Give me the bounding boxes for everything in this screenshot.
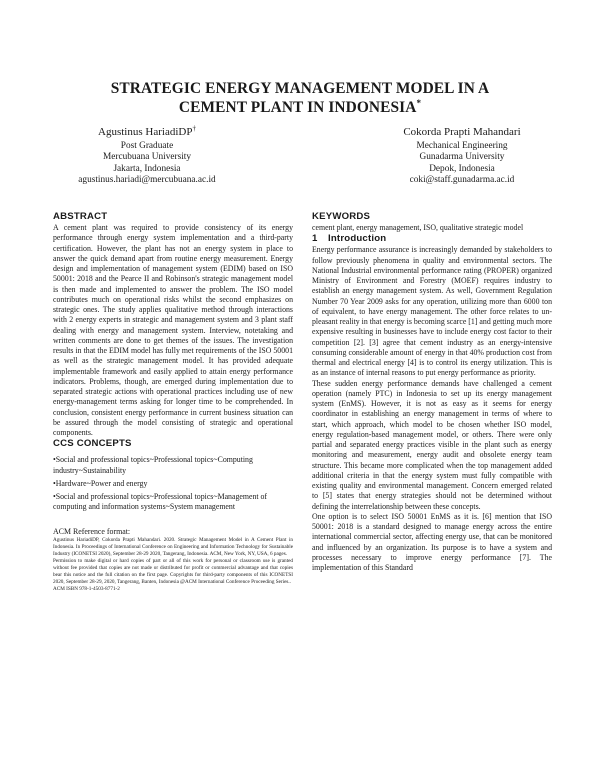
ccs-heading: CCS CONCEPTS: [53, 438, 132, 450]
ccs-item: •Social and professional topics~Professional topics~Computing industry~Sustainability: [53, 455, 253, 475]
acm-reference-heading: ACM Reference format:: [53, 526, 131, 536]
author-name-text: Agustinus HariadiDP: [98, 126, 193, 138]
title-line-2: [60, 98, 540, 117]
author-email[interactable]: agustinus.hariadi@mercubuana.ac.id: [78, 175, 216, 186]
ccs-list: [53, 455, 293, 512]
paper-title: [60, 79, 540, 117]
author-affiliation-dept: Mechanical Engineering: [416, 141, 508, 151]
author-name: [52, 125, 242, 139]
section-number: 1: [312, 233, 318, 245]
introduction-paragraph-3: One option is to select ISO 50001 EnMS as it is. [6] mention that ISO 50001: 2018 is a standard designed to manage energy across the entire international commercial sector, affecting energy use, that can be monitored and influenced by an organization. Its purpose is to have a system and processes necessary to improve energy performance [7]. The implementation of this Standard: [312, 511, 552, 572]
author-email[interactable]: coki@staff.gunadarma.ac.id: [409, 175, 515, 186]
left-column: [53, 211, 293, 593]
abstract-heading: ABSTRACT: [53, 211, 108, 222]
author-affiliation-location: Depok, Indonesia: [429, 163, 495, 174]
introduction-paragraph-1: Energy performance assurance is increasingly demanded by stakeholders to follow previously phenomena in quality and environmental sectors. The National Industrial environmental performance rating (PROPER) organized Ministry of Environment and Forestry (MOEF) requires industry to establish an energy management system. As well, Government Regulation Number 70 Year 2009 asks for any operation, utilizing more than 6000 ton of equivalent, to have energy management. The other force relates to un-pleasant reality in that energy is becoming scarce [1] and getting much more expensive resulting in businesses have to include energy cost factor to their competition [2]. [3] agree that cement industry as an energy-intensive consuming considerable amount of energy in that 40% production cost from thermal and electrical energy [4] is to control its energy utilization. This is as an instance of internal reasons to put energy performance as priority.: [312, 245, 552, 378]
ccs-item: •Social and professional topics~Professional topics~Management of computing and information systems~System management: [53, 492, 268, 512]
keywords-heading: KEYWORDS: [312, 211, 371, 222]
title-footnote-mark: *: [416, 97, 422, 108]
permissions-notice: Permission to make digital or hard copies of part or all of this work for personal or classroom use is granted without fee provided that copies are not made or distributed for profit or commercial advantage and that copies bear this notice and the full citation on the first page. Copyrights for third-party components of this ICONETSI 2020, September 28-29, 2020, Tangerang, Banten, Indonesia @ACM International Conference Proceeding Series..: [53, 557, 293, 586]
abstract-text: A cement plant was required to provide consistency of its energy performance through energy system implementation and a third-party certification. However, the plant has not an energy system in place to answer the quick demand apart from routine energy measurement. Energy design and implementation of management system (EDIM) based on ISO 50001: 2018 and the Pearce II and Robinson's strategic management model is then made and implemented to answer the problem. The ISO model contributes much on operational risks whilst the second emphasizes on strategic ones. The study applies qualitative method through interactions with 2 energy experts in strategic and management system and 3 plant staff dealing with energy and management system. Interview, notetaking and written comments are done to get themes of the issues. The investigation results in that the EDIM model has fully met requirements of the ISO 50001 as well as the strategic management model. It has provided adequate implementable framework and easily applied to attain energy performance indicators. Problems, though, are emerged during implementation due to separated strategic actions with operational practices including use of new energy-management terms asking for longer time to be comprehended. In conclusion, consistent energy performance in current business situation can be assured through the model consisting of strategic and operational components.: [53, 223, 293, 437]
author-affiliation-university: Gunadarma University: [419, 152, 505, 163]
keywords-text: cement plant, energy management, ISO, qualitative strategic model: [312, 223, 524, 232]
section-title: Introduction: [328, 233, 387, 245]
ccs-item: •Hardware~Power and energy: [53, 478, 148, 488]
acm-reference-text: Agustinus HariadiDP, Cokorda Prapti Mahandari. 2020. Strategic Management Model in A Cement Plant in Indonesia. In Proceedings of International Conference on Engineering and Information Technology for Sustainable Industry (ICONETSI 2020), September 28-29 2020, Tangerang, Indonesia. ACM, New York, NY, USA, 6 pages.: [53, 536, 293, 557]
section-heading-introduction: [312, 233, 552, 245]
isbn: ACM ISBN 978-1-4503-8771-2: [53, 586, 120, 593]
author-affiliation-dept: Post Graduate: [120, 141, 174, 151]
title-line-2-text: CEMENT PLANT IN INDONESIA: [178, 99, 417, 116]
right-column: [312, 211, 552, 573]
author-name-text: Cokorda Prapti Mahandari: [403, 126, 521, 138]
author-block-1: [52, 125, 242, 187]
introduction-paragraph-2: These sudden energy performance demands have challenged a cement operation (namely PTC) in Indonesia to set up its energy management system (EnMS). However, it is not as easy as it seems for energy coordinator in establishing an energy management in terms of where to start, which approach, which model to be chosen whether ISO model, energy regulation-based management model, or others. There were only partial and separated energy practices visible in the plant such as energy monitoring and measurement, energy audit and obsolete energy team structure. This became more complicated when the top management added additional criteria in that the energy system must fully compatible with existing quality and environmental management. Concern emerged related to [5] states that energy strategies should not be determined without defining the interrelationship between these concepts.: [312, 378, 552, 511]
author-affiliation-university: Mercubuana University: [102, 152, 192, 163]
author-name: [367, 125, 557, 139]
author-footnote-mark: †: [192, 124, 196, 133]
author-block-2: [367, 125, 557, 187]
author-affiliation-location: Jakarta, Indonesia: [113, 163, 181, 174]
title-line-1: STRATEGIC ENERGY MANAGEMENT MODEL IN A: [110, 80, 490, 97]
